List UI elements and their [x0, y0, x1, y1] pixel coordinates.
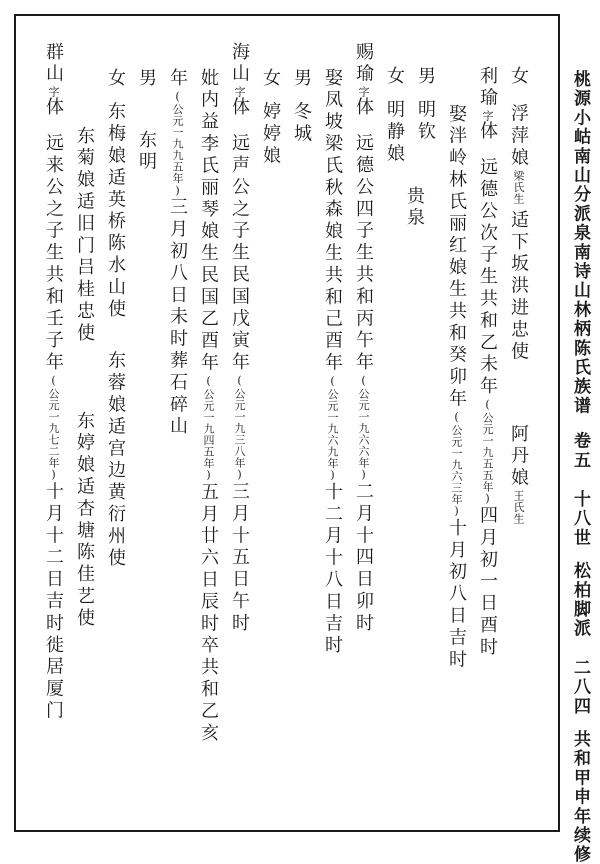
entry-column: 赐瑜字体远德公四子生共和丙午年(公元一九六六年)二月十四日卯时: [353, 42, 374, 635]
entry-column: 东菊娘适旧门吕桂忠使东婷娘适杏塘陈佳艺使: [74, 126, 95, 630]
entry-column: 年(公元一九九五年)三月初八日未时葬石碎山: [167, 68, 188, 439]
entry-column: 娶凤坡梁氏秋森娘生共和己酉年(公元一九六九年)十二月十八日吉时: [322, 68, 343, 658]
entry-column: 女东梅娘适英桥陈水山使东蓉娘适宫边黄衍州使: [105, 68, 126, 570]
entry-column: 女婷婷娘: [260, 68, 281, 168]
entry-column: 群山字体远来公之子生共和壬子年(公元一九七二年)十月十二日吉时徙居厦门: [43, 42, 64, 723]
entry-column: 娶泮岭林氏丽红娘生共和癸卯年(公元一九六三年)十月初八日吉时: [446, 104, 467, 672]
entry-column: 男: [136, 68, 157, 90]
entry-column: 东明: [136, 130, 157, 174]
entry-column: 男明钦: [415, 66, 436, 144]
entry-column: 女浮萍娘梁氏生适下坂洪进忠使: [508, 66, 529, 364]
genealogy-title: 桃源小岵南山分派泉南诗山林柄陈氏族谱: [570, 70, 590, 416]
running-header: [568, 70, 592, 864]
entry-column: 贵泉: [404, 186, 425, 230]
volume-label: 卷五: [570, 431, 590, 471]
entry-column: 利瑜字体远德公次子生共和乙未年(公元一九五五年)四月初一日酉时: [477, 66, 498, 659]
entry-column: 海山字体远声公之子生民国戊寅年(公元一九三八年)三月十五日午时: [229, 42, 250, 635]
page-number: 二八四: [570, 658, 590, 717]
edition-label: 共和甲申年续修: [570, 730, 590, 864]
entry-column: 女明静娘: [384, 66, 405, 166]
entry-column: 阿丹娘王氏生: [508, 424, 529, 525]
branch-label: 松柏脚派: [570, 561, 590, 639]
generation-label: 十八世: [570, 490, 590, 548]
entry-column: 男冬城: [291, 68, 312, 146]
entry-column: 妣内益李氏丽琴娘生民国乙酉年(公元一九四五年)五月廿六日辰时卒共和乙亥: [198, 68, 219, 745]
